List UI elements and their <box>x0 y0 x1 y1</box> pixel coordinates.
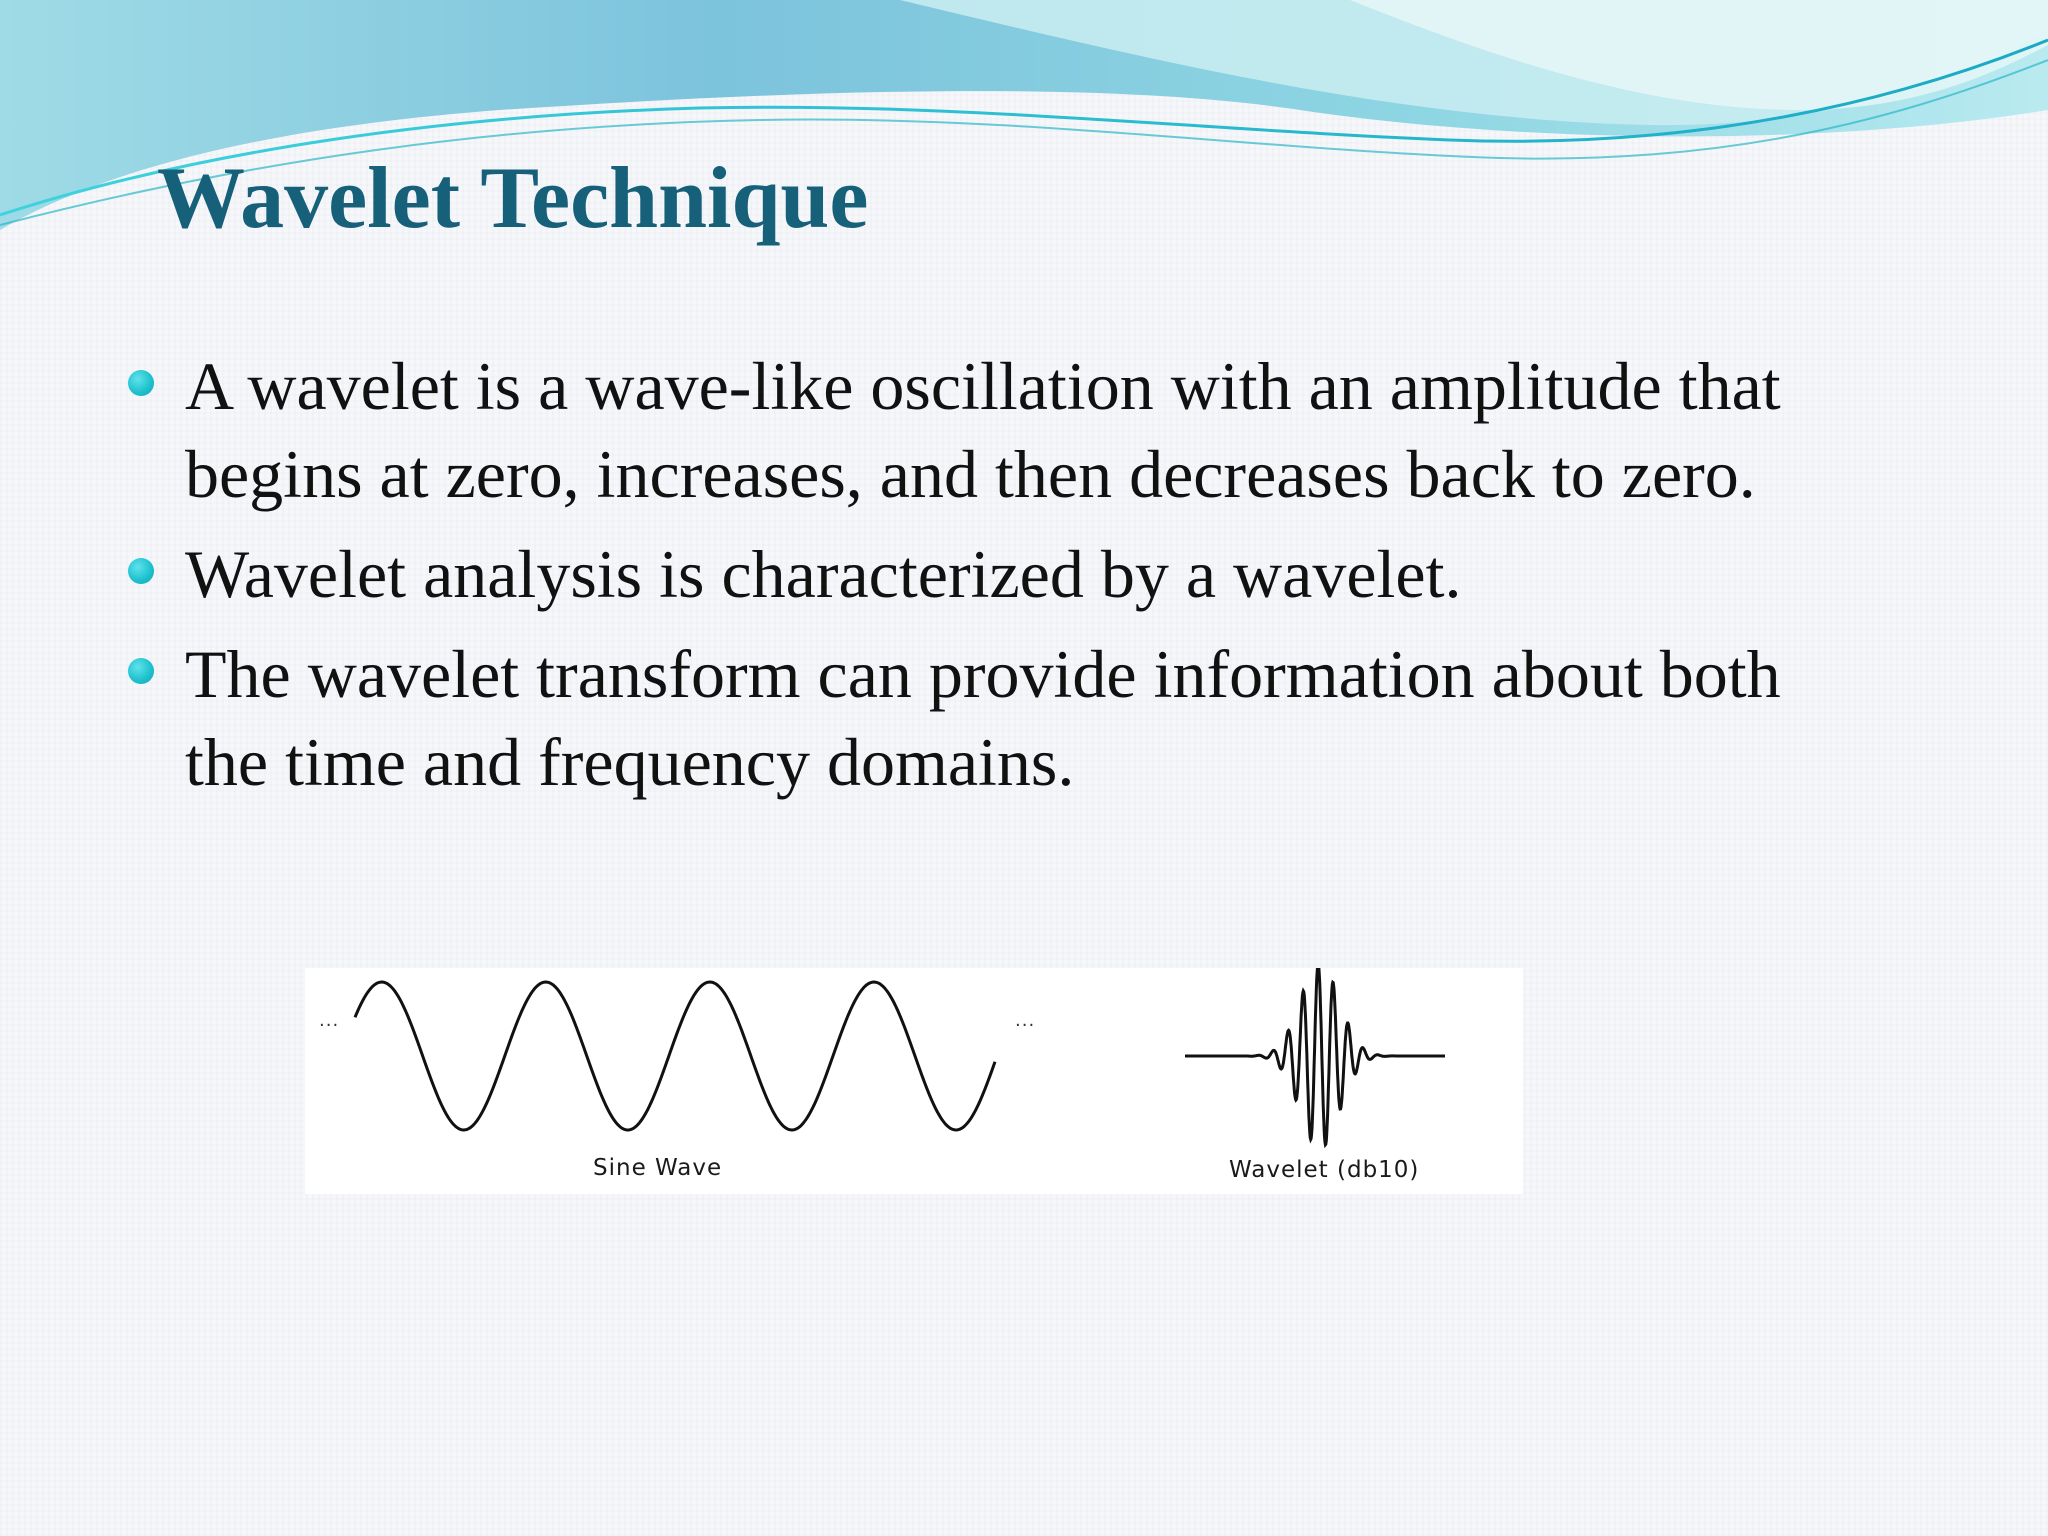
bullet-dot-icon <box>128 370 154 396</box>
wavelet-db10-curve <box>1185 968 1445 1145</box>
sine-ellipsis-right: ... <box>1015 1010 1036 1031</box>
sine-wave-curve <box>355 982 995 1130</box>
wavelet-caption: Wavelet (db10) <box>1229 1157 1420 1183</box>
sine-ellipsis-left: ... <box>319 1010 340 1031</box>
sine-wave-caption: Sine Wave <box>593 1155 723 1181</box>
bullet-item <box>128 342 2008 518</box>
bullet-line: begins at zero, increases, and then decreases back to zero. <box>185 436 1756 512</box>
bullet-line: the time and frequency domains. <box>185 724 1075 800</box>
bullet-item <box>128 630 2008 806</box>
bullet-item <box>128 530 2008 618</box>
bullet-line: A wavelet is a wave-like oscillation with an amplitude that <box>185 348 1781 424</box>
wave-figure <box>305 968 1523 1194</box>
bullet-line: Wavelet analysis is characterized by a wavelet. <box>185 536 1462 612</box>
bullet-line: The wavelet transform can provide information about both <box>185 636 1781 712</box>
bullet-list <box>128 342 2008 818</box>
bullet-dot-icon <box>128 558 154 584</box>
slide-title: Wavelet Technique <box>157 150 869 247</box>
bullet-dot-icon <box>128 658 154 684</box>
